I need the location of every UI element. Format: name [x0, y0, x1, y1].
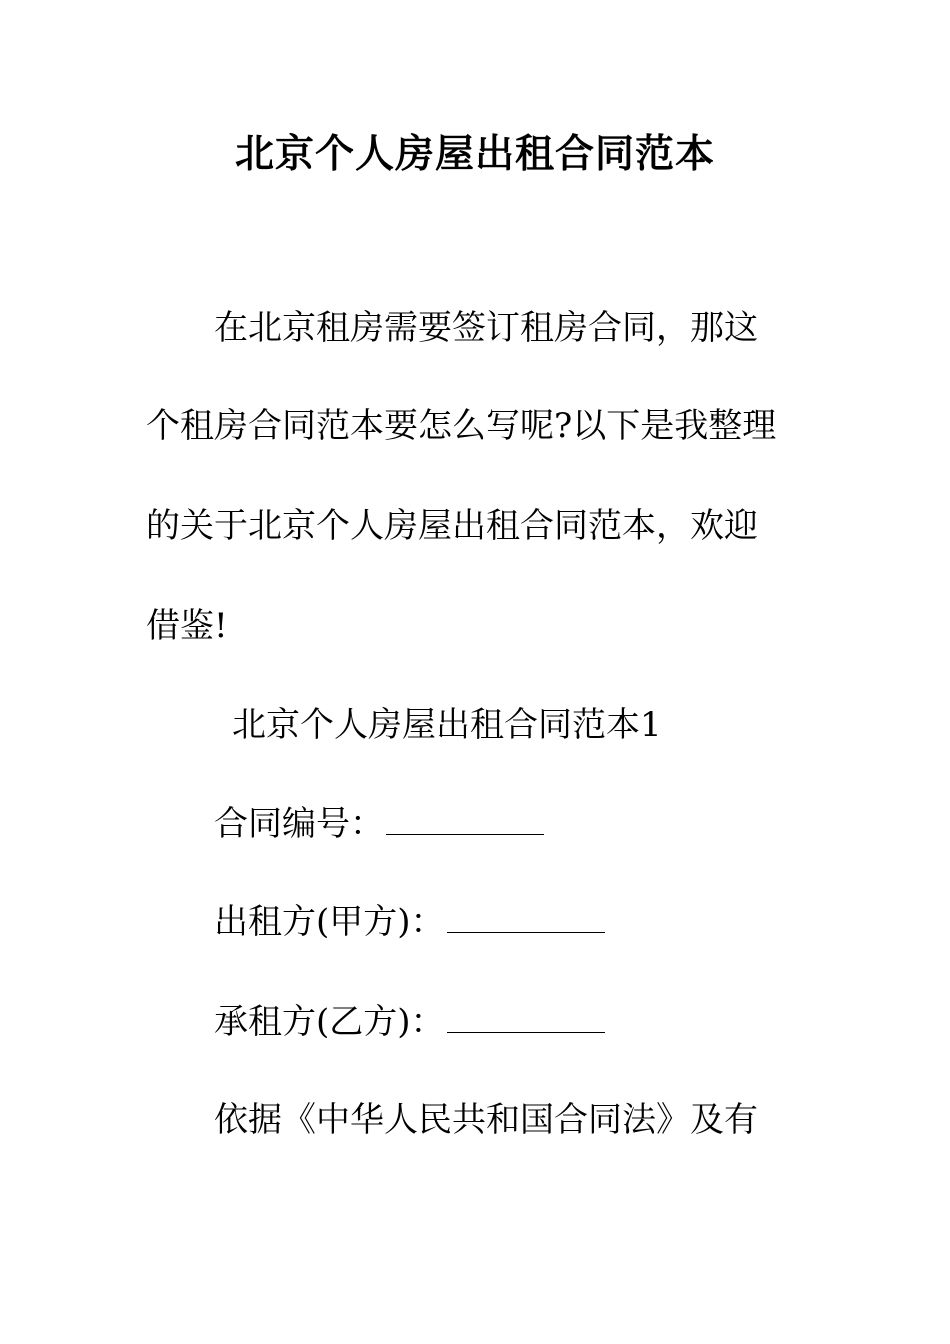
intro-line-1: 在北京租房需要签订租房合同，那这: [214, 308, 758, 348]
lessee-blank: [447, 1002, 605, 1033]
contract-number-blank: [386, 804, 544, 835]
intro-line-3: 的关于北京个人房屋出租合同范本，欢迎: [146, 506, 758, 546]
section-heading: 北京个人房屋出租合同范本1: [232, 705, 662, 745]
contract-number-label: 合同编号：: [214, 804, 384, 844]
lessor-blank: [447, 902, 605, 933]
lessor-label: 出租方(甲方)：: [214, 902, 445, 942]
lessor-field: [214, 900, 605, 944]
contract-number-field: [214, 802, 544, 846]
intro-line-2: 个租房合同范本要怎么写呢?以下是我整理: [146, 406, 777, 446]
lessee-label: 承租方(乙方)：: [214, 1002, 445, 1042]
document-title: 北京个人房屋出租合同范本: [234, 131, 715, 177]
intro-line-4: 借鉴!: [146, 606, 228, 646]
body-line-1: 依据《中华人民共和国合同法》及有: [214, 1100, 758, 1140]
lessee-field: [214, 1000, 605, 1044]
